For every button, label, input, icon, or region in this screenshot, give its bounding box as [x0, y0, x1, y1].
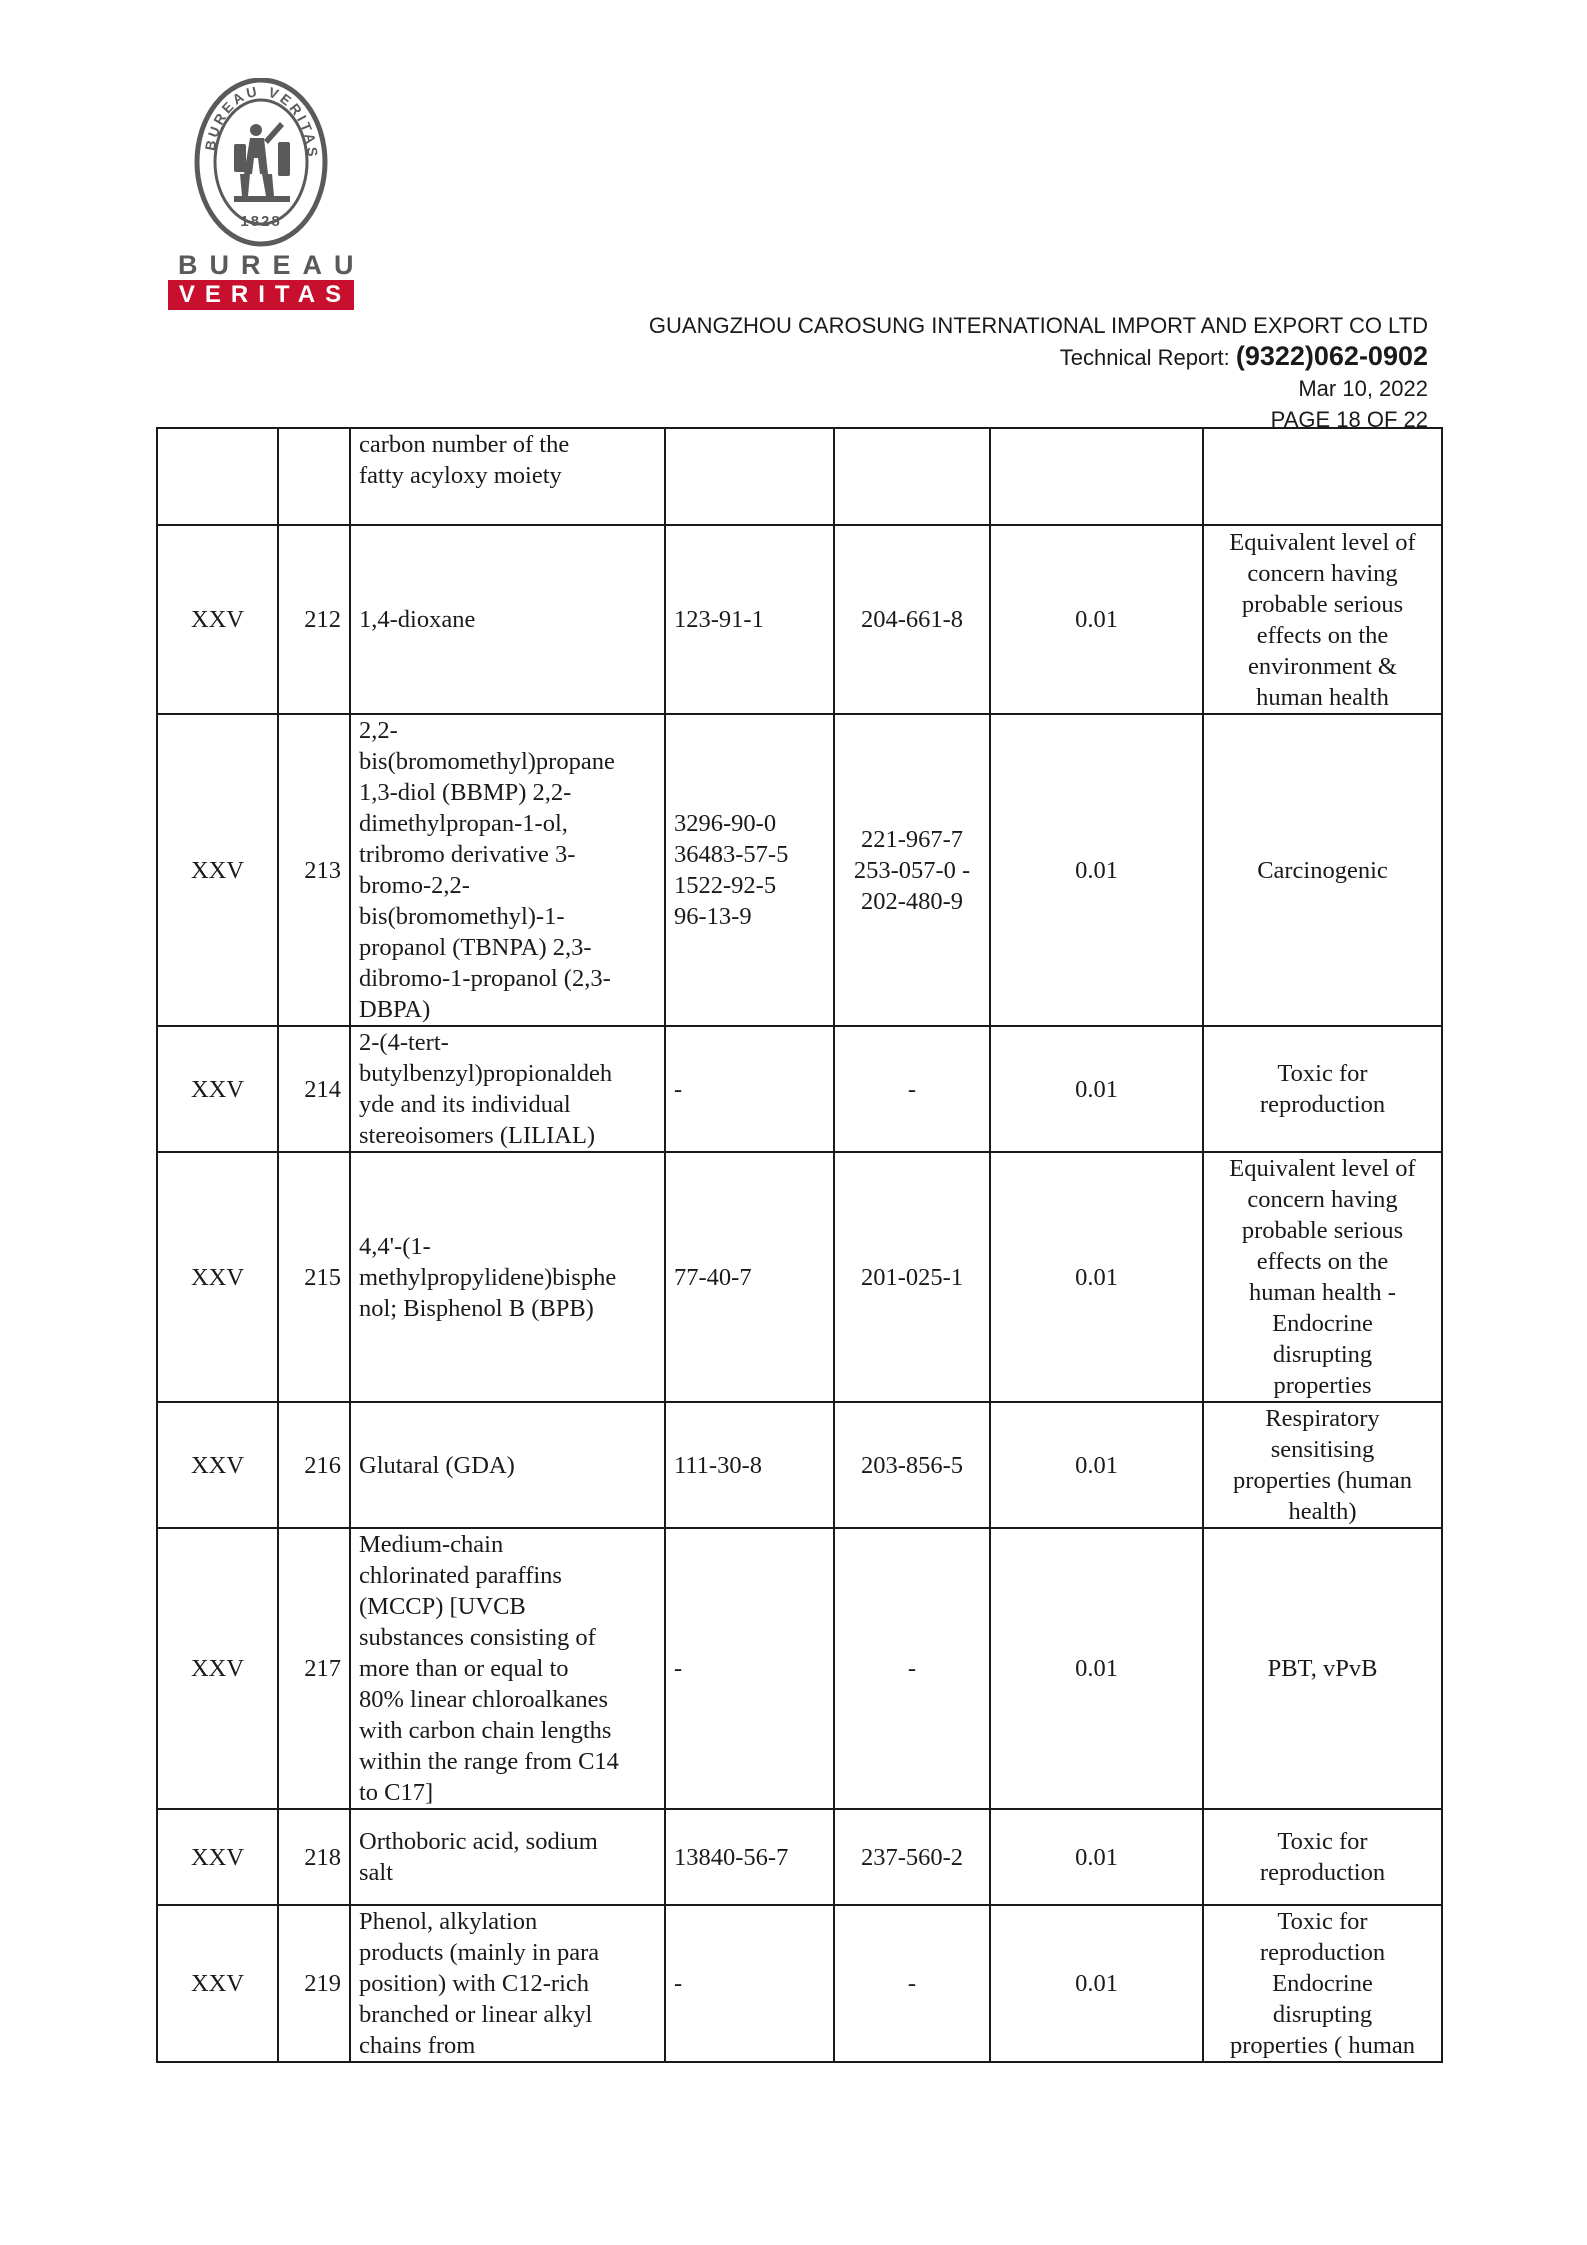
cell-no: 216 [278, 1402, 350, 1528]
bureau-veritas-seal-icon [194, 78, 328, 248]
company-name: GUANGZHOU CAROSUNG INTERNATIONAL IMPORT AND EXPORT CO LTD [648, 313, 1428, 338]
cell-ec: - [834, 1905, 990, 2062]
cell-no: 219 [278, 1905, 350, 2062]
table-row [157, 1402, 1442, 1528]
cell-reason: PBT, vPvB [1203, 1528, 1442, 1809]
cell-ec: - [834, 1026, 990, 1152]
cell-cas: - [665, 1905, 834, 2062]
cell-reason: Toxic for reproduction [1203, 1026, 1442, 1152]
cell-limit: 0.01 [990, 1402, 1203, 1528]
cell-limit: 0.01 [990, 1026, 1203, 1152]
cell-ec: 201-025-1 [834, 1152, 990, 1402]
cell-limit: 0.01 [990, 714, 1203, 1026]
page-indicator: PAGE 18 OF 22 [1270, 407, 1428, 432]
cell-limit: 0.01 [990, 1152, 1203, 1402]
cell-no: 212 [278, 525, 350, 714]
cell-ec: 237-560-2 [834, 1809, 990, 1905]
cell-reason: Carcinogenic [1203, 714, 1442, 1026]
cell-ec: 204-661-8 [834, 525, 990, 714]
cell-cas: - [665, 1026, 834, 1152]
table-row [157, 1152, 1442, 1402]
cell-cas: - [665, 1528, 834, 1809]
cell-limit [990, 428, 1203, 525]
technical-report-line [649, 341, 1428, 373]
cell-list: XXV [157, 525, 278, 714]
cell-cas: 111-30-8 [665, 1402, 834, 1528]
cell-limit: 0.01 [990, 1528, 1203, 1809]
cell-list: XXV [157, 1402, 278, 1528]
cell-substance: carbon number of the fatty acyloxy moiety [350, 428, 665, 525]
cell-list [157, 428, 278, 525]
table-row [157, 1528, 1442, 1809]
cell-substance: Medium-chain chlorinated paraffins (MCCP) [UVCB substances consisting of more than or equal to 80% linear chloroalkanes with carbon chain lengths within the range from C14 to C17] [350, 1528, 665, 1809]
cell-no: 218 [278, 1809, 350, 1905]
cell-ec: 221-967-7 253-057-0 - 202-480-9 [834, 714, 990, 1026]
table-row [157, 1809, 1442, 1905]
cell-limit: 0.01 [990, 1809, 1203, 1905]
cell-substance: 2,2- bis(bromomethyl)propane 1,3-diol (BBMP) 2,2- dimethylpropan-1-ol, tribromo derivative 3- bromo-2,2- bis(bromomethyl)-1- propanol (TBNPA) 2,3- dibromo-1-propanol (2,3- DBPA) [350, 714, 665, 1026]
cell-substance: 1,4-dioxane [350, 525, 665, 714]
cell-cas: 3296-90-0 36483-57-5 1522-92-5 96-13-9 [665, 714, 834, 1026]
table-row [157, 1905, 1442, 2062]
wordmark-veritas: VERITAS [168, 280, 354, 310]
cell-reason: Equivalent level of concern having probable serious effects on the human health - Endocrine disrupting properties [1203, 1152, 1442, 1402]
svhc-results-table [156, 427, 1443, 2063]
table-row [157, 525, 1442, 714]
cell-substance: 2-(4-tert- butylbenzyl)propionaldeh yde and its individual stereoisomers (LILIAL) [350, 1026, 665, 1152]
seal-year: 1828 [240, 213, 282, 230]
cell-reason: Equivalent level of concern having probable serious effects on the environment & human health [1203, 525, 1442, 714]
cell-list: XXV [157, 1026, 278, 1152]
cell-reason: Toxic for reproduction [1203, 1809, 1442, 1905]
cell-reason: Respiratory sensitising properties (human health) [1203, 1402, 1442, 1528]
seal-ring-text: BUREAU VERITAS [201, 82, 322, 161]
cell-list: XXV [157, 1809, 278, 1905]
cell-substance: Orthoboric acid, sodium salt [350, 1809, 665, 1905]
report-date: Mar 10, 2022 [1298, 376, 1428, 401]
cell-list: XXV [157, 1905, 278, 2062]
cell-reason [1203, 428, 1442, 525]
cell-substance: 4,4'-(1- methylpropylidene)bisphe nol; Bisphenol B (BPB) [350, 1152, 665, 1402]
cell-cas: 13840-56-7 [665, 1809, 834, 1905]
cell-list: XXV [157, 1152, 278, 1402]
cell-substance: Phenol, alkylation products (mainly in para position) with C12-rich branched or linear alkyl chains from [350, 1905, 665, 2062]
cell-no: 214 [278, 1026, 350, 1152]
wordmark-bureau: BUREAU [168, 250, 354, 280]
cell-limit: 0.01 [990, 525, 1203, 714]
cell-cas: 77-40-7 [665, 1152, 834, 1402]
report-header [649, 310, 1428, 435]
cell-no: 215 [278, 1152, 350, 1402]
cell-list: XXV [157, 1528, 278, 1809]
report-label: Technical Report: [1059, 345, 1236, 370]
cell-no [278, 428, 350, 525]
cell-reason: Toxic for reproduction Endocrine disrupting properties ( human [1203, 1905, 1442, 2062]
cell-ec [834, 428, 990, 525]
cell-substance: Glutaral (GDA) [350, 1402, 665, 1528]
cell-list: XXV [157, 714, 278, 1026]
cell-ec: 203-856-5 [834, 1402, 990, 1528]
cell-limit: 0.01 [990, 1905, 1203, 2062]
table-row [157, 428, 1442, 525]
cell-no: 213 [278, 714, 350, 1026]
cell-cas [665, 428, 834, 525]
cell-ec: - [834, 1528, 990, 1809]
table-row [157, 1026, 1442, 1152]
cell-cas: 123-91-1 [665, 525, 834, 714]
table-row [157, 714, 1442, 1026]
wordmark [168, 250, 366, 310]
report-number: (9322)062-0902 [1235, 341, 1428, 371]
cell-no: 217 [278, 1528, 350, 1809]
bureau-veritas-logo [168, 78, 366, 314]
